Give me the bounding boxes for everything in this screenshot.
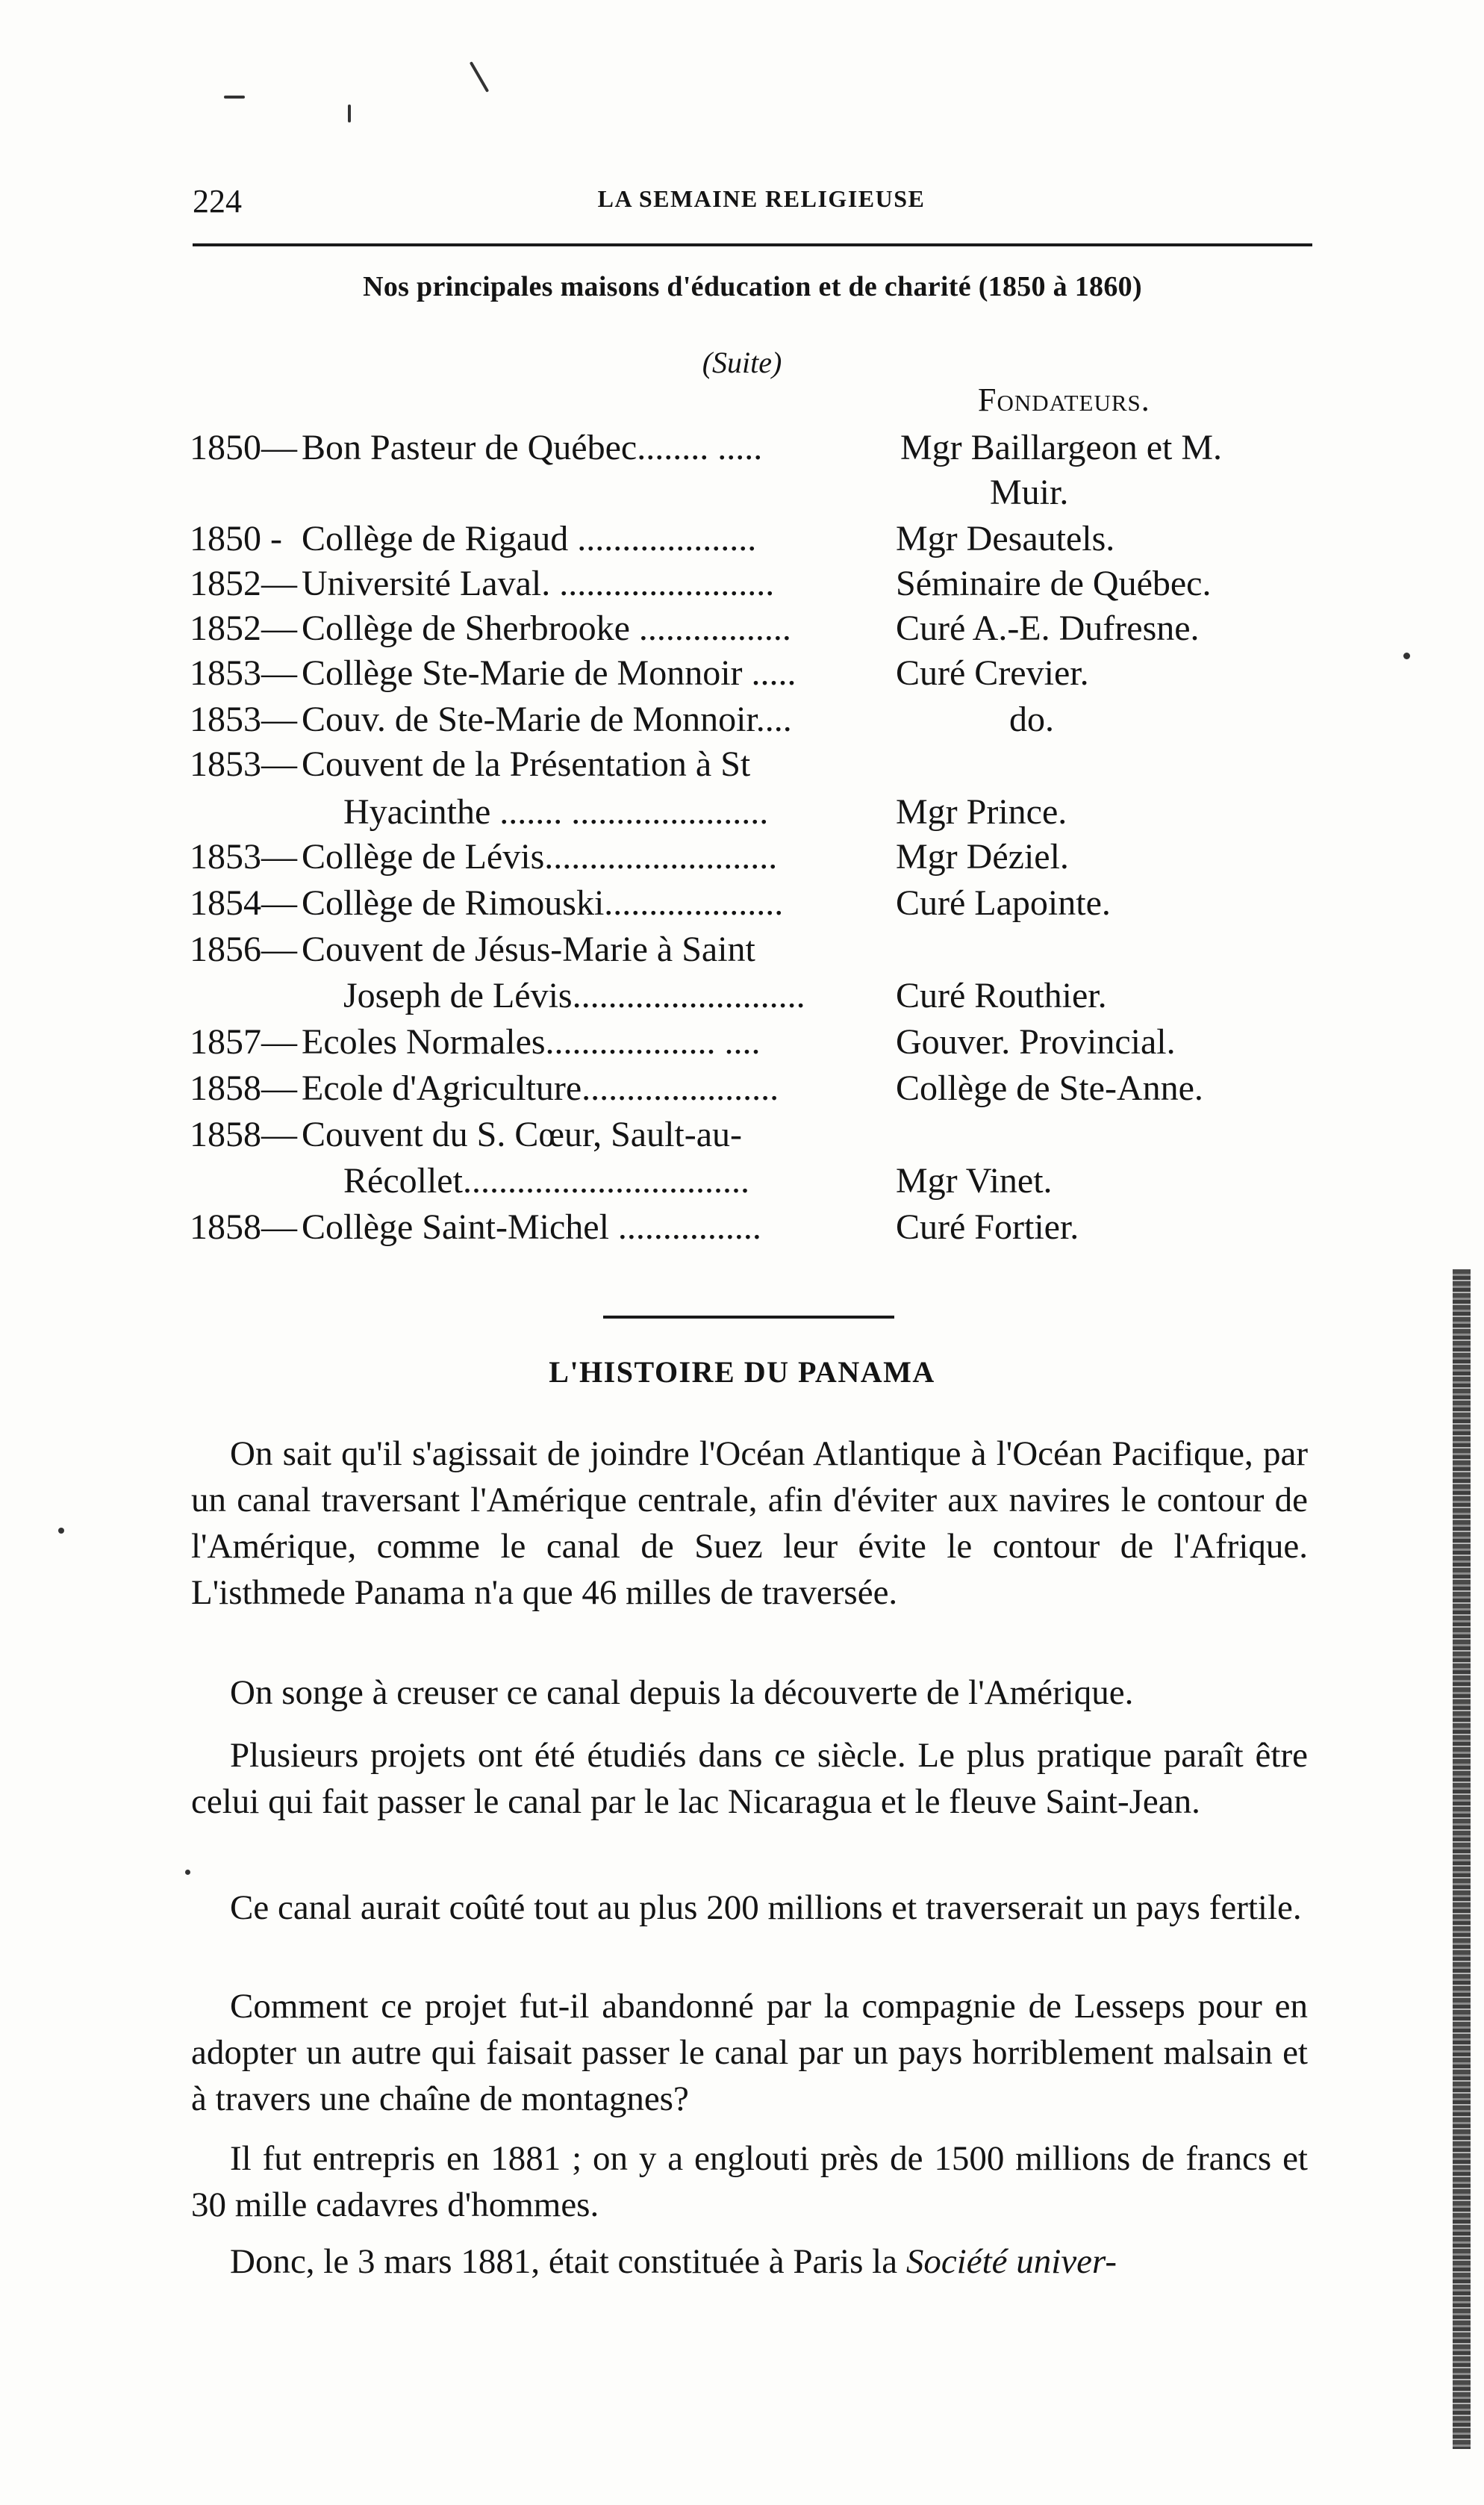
row-institution: Ecole d'Agriculture...................... (302, 1068, 779, 1108)
page-edge-shadow (1453, 1269, 1471, 2449)
list-row (190, 517, 1309, 561)
row-founder: Mgr Baillargeon et M. (900, 428, 1223, 467)
row-founder: do. (1009, 700, 1054, 739)
row-founder: Curé Fortier. (896, 1207, 1079, 1247)
row-institution: Collège de Lévis.......................... (302, 837, 778, 877)
row-institution: Couvent de Jésus-Marie à Saint (302, 930, 755, 969)
row-year: 1852— (190, 609, 297, 648)
row-year: 1850— (190, 428, 297, 467)
row-founder: Curé Lapointe. (896, 883, 1111, 923)
row-founder-cont: Muir. (990, 473, 1069, 512)
row-institution: Couvent du S. Cœur, Sault-au- (302, 1115, 743, 1154)
column-header-fondateurs: Fondateurs. (978, 382, 1150, 418)
row-institution-cont: Joseph de Lévis.......................... (343, 976, 805, 1015)
row-founder: Curé A.-E. Dufresne. (896, 609, 1200, 648)
italic-text: Société univer- (905, 2242, 1117, 2281)
scan-speck (185, 1870, 190, 1875)
row-year: 1856— (190, 930, 297, 969)
row-institution: Ecoles Normales................... .... (302, 1022, 761, 1062)
row-year: 1853— (190, 653, 297, 693)
list-row (190, 881, 1309, 926)
article-paragraph: On songe à creuser ce canal depuis la découverte de l'Amérique. (230, 1673, 1134, 1712)
list-title: Nos principales maisons d'éducation et de charité (1850 à 1860) (363, 271, 1142, 302)
row-year: 1858— (190, 1207, 297, 1247)
row-year: 1854— (190, 883, 297, 923)
article-title: L'HISTOIRE DU PANAMA (549, 1355, 935, 1389)
list-row (190, 1205, 1309, 1250)
row-year: 1852— (190, 564, 297, 603)
row-institution: Université Laval. ........................ (302, 564, 775, 603)
article-paragraph: Il fut entrepris en 1881 ; on y a englouti près de 1500 millions de francs et 30 mille cadavres d'hommes. (191, 2139, 1308, 2224)
list-subtitle: (Suite) (702, 346, 782, 379)
scan-speck (224, 96, 245, 99)
section-rule (603, 1316, 894, 1319)
article-paragraph: Comment ce projet fut-il abandonné par la compagnie de Lesseps pour en adopter un autre qui faisait passer le canal par un pays horriblement malsain et à travers une chaîne de montagnes? (191, 1987, 1308, 2118)
row-year: 1857— (190, 1022, 297, 1062)
list-row (190, 697, 1309, 742)
list-row (190, 651, 1309, 696)
row-institution: Collège de Rigaud .................... (302, 519, 757, 558)
row-founder: Mgr Déziel. (896, 837, 1069, 877)
row-institution-cont: Récollet................................ (343, 1161, 749, 1201)
article-paragraph: Plusieurs projets ont été étudiés dans ce siècle. Le plus pratique paraît être celui qui fait passer le canal par le lac Nicaragua et le fleuve Saint-Jean. (191, 1736, 1308, 1821)
list-row (190, 742, 1309, 787)
row-institution: Couv. de Ste-Marie de Monnoir.... (302, 700, 792, 739)
row-institution-cont: Hyacinthe ....... ...................... (343, 792, 769, 832)
article-paragraph: On sait qu'il s'agissait de joindre l'Océan Atlantique à l'Océan Pacifique, par un canal traversant l'Amérique centrale, afin d'éviter aux navires le contour de l'Amérique, comme le canal de Suez leur évite le contour de l'Afrique. L'isthmede Panama n'a que 46 milles de traversée. (191, 1434, 1308, 1612)
header-rule (193, 243, 1312, 246)
row-founder: Curé Routhier. (896, 976, 1107, 1015)
scan-speck (58, 1528, 64, 1534)
row-institution: Bon Pasteur de Québec........ ..... (302, 428, 763, 467)
row-founder: Mgr Desautels. (896, 519, 1115, 558)
row-institution: Collège Ste-Marie de Monnoir ..... (302, 653, 796, 693)
page-number: 224 (193, 183, 242, 220)
row-founder: Collège de Ste-Anne. (896, 1068, 1203, 1108)
running-title: LA SEMAINE RELIGIEUSE (597, 185, 926, 212)
list-row (190, 1113, 1309, 1157)
row-institution: Collège Saint-Michel ................ (302, 1207, 761, 1247)
row-year: 1850 - (190, 519, 282, 558)
row-founder: Curé Crevier. (896, 653, 1089, 693)
list-row (190, 927, 1309, 972)
row-founder: Séminaire de Québec. (896, 564, 1212, 603)
row-founder: Gouver. Provincial. (896, 1022, 1176, 1062)
row-year: 1858— (190, 1068, 297, 1108)
list-row (190, 835, 1309, 880)
row-year: 1853— (190, 837, 297, 877)
article-paragraph: Donc, le 3 mars 1881, était constituée à Paris la Société univer- (230, 2242, 1117, 2281)
row-year: 1853— (190, 700, 297, 739)
scan-speck (1403, 653, 1410, 659)
row-founder: Mgr Prince. (896, 792, 1067, 832)
row-year: 1853— (190, 744, 297, 784)
article-paragraph: Ce canal aurait coûté tout au plus 200 millions et traverserait un pays fertile. (230, 1888, 1302, 1927)
row-institution: Collège de Sherbrooke ................. (302, 609, 791, 648)
row-institution: Couvent de la Présentation à St (302, 744, 751, 784)
row-founder: Mgr Vinet. (896, 1161, 1053, 1201)
row-institution: Collège de Rimouski.................... (302, 883, 784, 923)
row-year: 1858— (190, 1115, 297, 1154)
scan-speck (470, 61, 489, 93)
scan-speck (348, 105, 351, 122)
